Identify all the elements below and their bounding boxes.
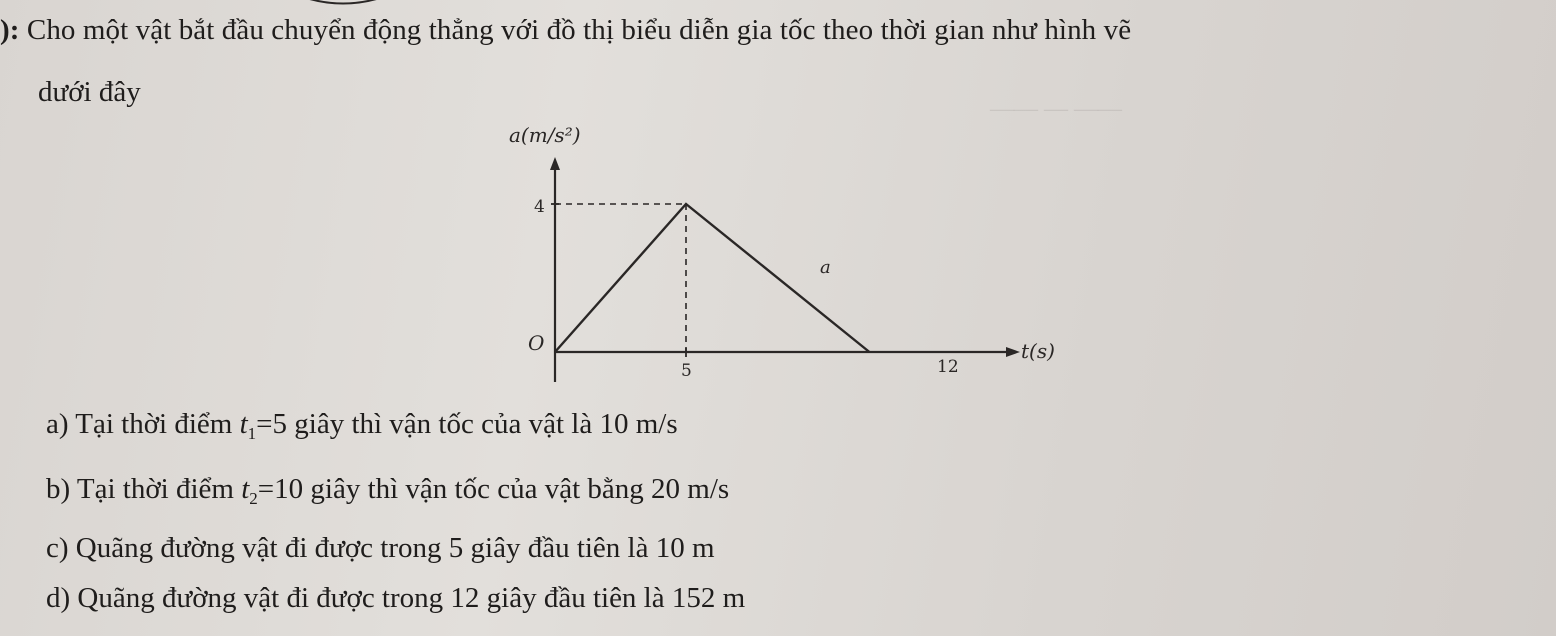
- statement-d: d) Quãng đường vật đi được trong 12 giây đầu tiên là 152 m: [46, 582, 746, 614]
- statement-b-suffix: giây thì vận tốc của vật bằng 20 m/s: [310, 473, 730, 505]
- curve-label: a: [820, 257, 831, 278]
- statement-b-prefix: b) Tại thời điểm: [46, 473, 234, 505]
- math-sub: 2: [249, 489, 258, 508]
- math-sub: 1: [247, 424, 257, 443]
- statement-a-prefix: a) Tại thời điểm: [46, 408, 233, 440]
- question-header: [0, 14, 1131, 47]
- question-number: ):: [0, 14, 20, 46]
- statement-a: [46, 408, 678, 444]
- math-eq: =10: [257, 473, 304, 505]
- origin-label: O: [528, 331, 545, 355]
- bleed-through-text: —— — ——: [990, 96, 1122, 122]
- statement-a-math: [239, 408, 288, 443]
- statement-b: [46, 473, 729, 509]
- statement-a-suffix: giây thì vận tốc của vật là 10 m/s: [294, 408, 678, 440]
- y-axis-arrow: [550, 157, 560, 170]
- y-tick-label-4: 4: [534, 197, 545, 217]
- math-var: t: [239, 408, 248, 440]
- series-a-line: [555, 204, 869, 352]
- x-tick-label-12: 12: [937, 357, 959, 377]
- statement-c: c) Quãng đường vật đi được trong 5 giây đầu tiên là 10 m: [46, 532, 715, 564]
- math-var: t: [241, 473, 250, 505]
- x-tick-label-5: 5: [681, 361, 692, 381]
- question-text-line1: Cho một vật bắt đầu chuyển động thẳng với đồ thị biểu diễn gia tốc theo thời gian như hình vẽ: [26, 14, 1132, 46]
- statement-b-math: [241, 473, 304, 508]
- x-axis-label: t(s): [1021, 339, 1055, 363]
- question-text-line2: dưới đây: [38, 76, 141, 108]
- math-eq: =5: [256, 408, 288, 440]
- x-axis-arrow: [1006, 347, 1020, 357]
- y-axis-label: a(m/s²): [509, 123, 581, 147]
